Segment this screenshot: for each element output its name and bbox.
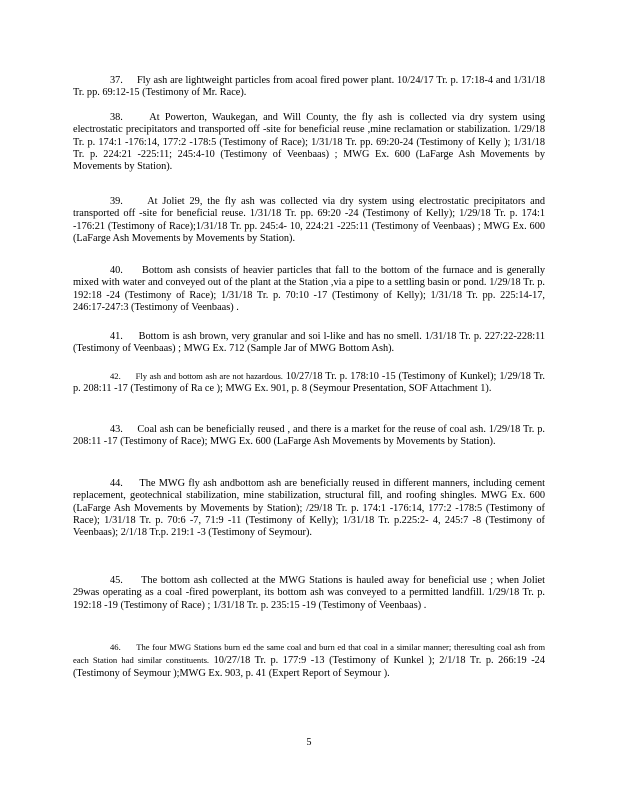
page-number: 5 xyxy=(306,737,312,748)
paragraph-text: At Powerton, Waukegan, and Will County, the fly ash is collected via dry system using electrostatic precipitators and transported off -site for beneficial reuse ,mine reclamation or stabilization. 1/29/18 Tr. p. 174:1 -176:14, 177:2 -178:5 (Testimony of Race); 1/31/18 Tr. pp. 69:20-24 (Testimony of Kelly ); 1/31/18 Tr. p. 224:21 -225:11; 245:4-10 (Testimony of Veenbaas) ; MWG Ex. 600 (LaFarge Ash Movements by Movements by Station). xyxy=(73,112,545,173)
paragraph-text: Fly ash are lightweight particles from acoal fired power plant. 10/24/17 Tr. p. 17:18-4 and 1/31/18 Tr. pp. 69:12-15 (Testimony of Mr. Race). xyxy=(73,75,545,99)
paragraph-text: 10/27/18 Tr. p. 177:9 -13 (Testimony of Kunkel ); 2/1/18 Tr. p. 266:19 -24 (Testimony of Seymour );MWG Ex. 903, p. 41 (Expert Report of Seymour ). xyxy=(73,655,545,679)
paragraph-39 xyxy=(73,196,545,245)
paragraph-text: Coal ash can be beneficially reused , and there is a market for the reuse of coal ash. 1/29/18 Tr. p. 208:11 -17 (Testimony of Race); MWG Ex. 600 (LaFarge Ash Movements by Movements by Station). xyxy=(73,424,545,448)
paragraph-44 xyxy=(73,478,545,539)
paragraph-37 xyxy=(73,75,545,100)
paragraph-number: 42. xyxy=(110,371,121,381)
paragraph-42 xyxy=(73,370,545,396)
paragraph-number: 45. xyxy=(110,575,123,586)
paragraph-number: 38. xyxy=(110,112,123,123)
paragraph-38 xyxy=(73,112,545,173)
paragraph-lead-text: Fly ash and bottom ash are not hazardous. xyxy=(135,371,283,381)
paragraph-text: Bottom ash consists of heavier particles that fall to the bottom of the furnace and is generally mixed with water and conveyed out of the plant at the Station ,via a pipe to a settling basin or pond. 1/29/18 Tr. p. 192:18 -24 (Testimony of Race); 1/31/18 Tr. p. 70:10 -17 (Testimony of Kelly); 1/31/18 Tr. pp. 225:14-17, 246:17-247:3 (Testimony of Veenbaas) . xyxy=(73,265,545,313)
paragraph-45 xyxy=(73,575,545,612)
paragraph-41 xyxy=(73,331,545,356)
paragraph-number: 39. xyxy=(110,196,123,207)
paragraph-number: 44. xyxy=(110,478,123,489)
paragraph-text: At Joliet 29, the fly ash was collected via dry system using electrostatic precipitators and transported off -site for beneficial reuse. 1/31/18 Tr. pp. 69:20 -24 (Testimony of Kelly); 1/29/18 Tr. p. 174:1 -176:21 (Testimony of Race);1/31/18 Tr. pp. 245:4- 10, 224:21 -225:11 (Testimony of Veenbaas) ; MWG Ex. 600 (LaFarge Ash Movements by Movements by Station). xyxy=(73,196,545,244)
paragraph-text: 10/27/18 Tr. p. 178:10 -15 (Testimony of Kunkel); 1/29/18 Tr. p. 208:11 -17 (Testimony of Ra ce ); MWG Ex. 901, p. 8 (Seymour Presentation, SOF Attachment 1). xyxy=(73,371,545,395)
paragraph-number: 41. xyxy=(110,331,123,342)
paragraph-number: 46. xyxy=(110,642,121,652)
paragraph-text: The MWG fly ash andbottom ash are beneficially reused in different manners, including cement replacement, geotechnical stabilization, mine stabilization, structural fill, and roofing shingles. MWG Ex. 600 (LaFarge Ash Movements by Movements by Station); /29/18 Tr. p. 174:1 -176:14, 177:2 -178:5 (Testimony of Race); 1/31/18 Tr. p. 70:6 -7, 71:9 -11 (Testimony of Kelly); 1/31/18 Tr. p.225:2- 4, 245:7 -8 (Testimony of Veenbaas); 2/1/18 Tr.p. 219:1 -3 (Testimony of Seymour). xyxy=(73,478,546,539)
paragraph-lead-text: The four MWG Stations burn ed the same coal and burn ed that coal in a similar manner; theresulting coal ash from each Station had similar constituents. xyxy=(73,642,545,666)
paragraph-text: The bottom ash collected at the MWG Stations is hauled away for beneficial use ; when Joliet 29was operating as a coal -fired powerplant, its bottom ash was conveyed to a permitted landfill. 1/29/18 Tr. p. 192:18 -19 (Testimony of Race) ; 1/31/18 Tr. p. 235:15 -19 (Testimony of Veenbaas) . xyxy=(73,575,545,611)
paragraph-number: 43. xyxy=(110,424,123,435)
paragraph-46 xyxy=(73,641,545,680)
paragraph-text: Bottom is ash brown, very granular and soi l-like and has no smell. 1/31/18 Tr. p. 227:22-228:11 (Testimony of Veenbaas) ; MWG Ex. 712 (Sample Jar of MWG Bottom Ash). xyxy=(73,331,545,355)
paragraph-number: 40. xyxy=(110,265,123,276)
paragraph-43 xyxy=(73,424,545,449)
paragraph-number: 37. xyxy=(110,75,123,86)
paragraph-40 xyxy=(73,265,545,314)
